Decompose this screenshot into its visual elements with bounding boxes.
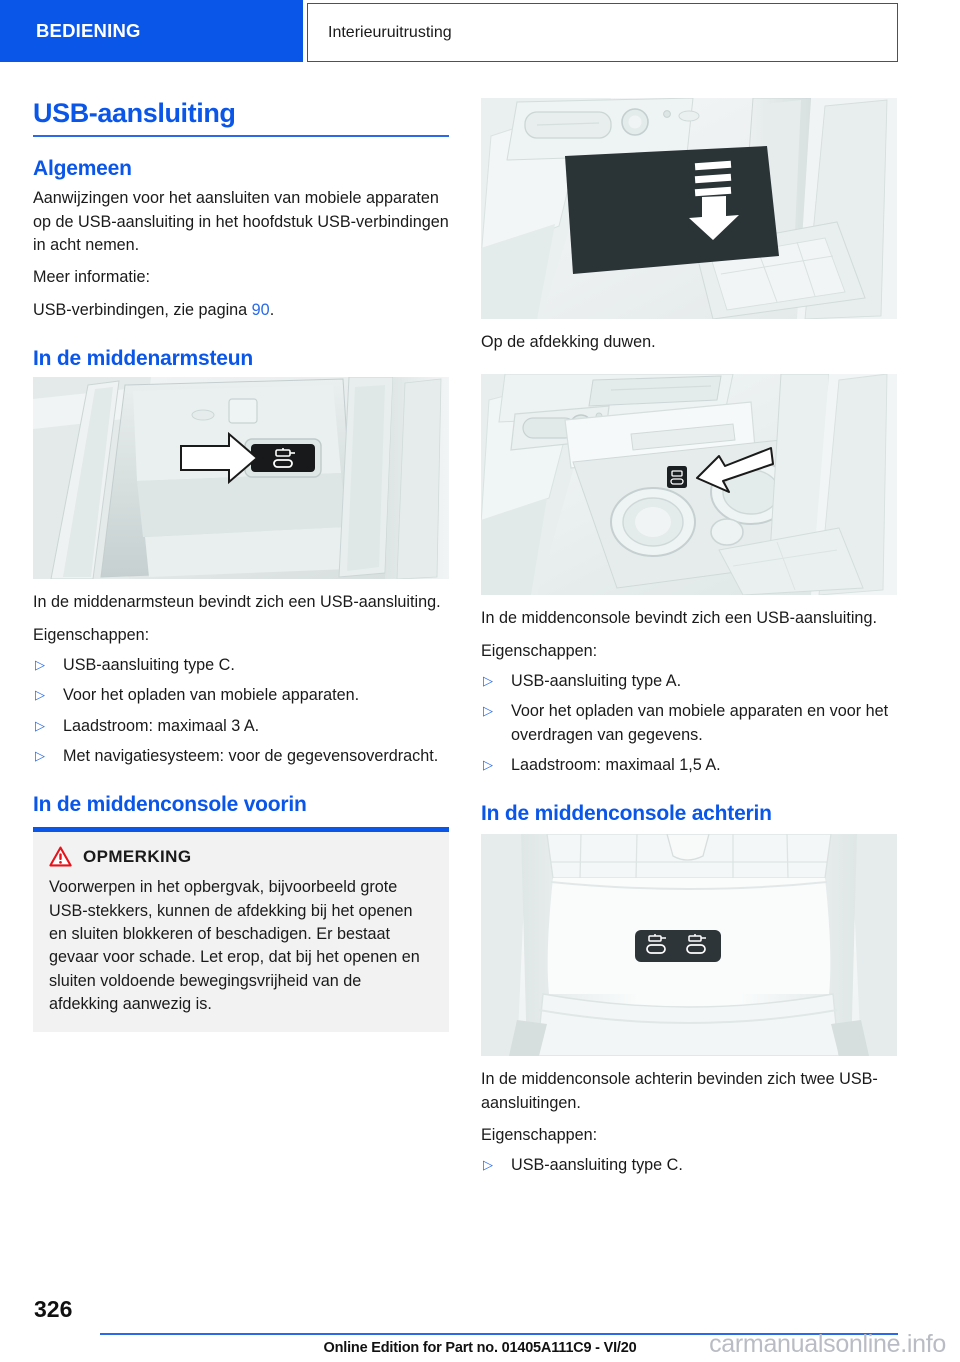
footer-edition-text: Online Edition for Part no. 01405A111C9 - VI/20 [323, 1340, 637, 1356]
console-cover-illustration [481, 98, 897, 319]
note-header [49, 846, 433, 867]
list-item-text: USB-aansluiting type A. [511, 671, 682, 690]
list-item-text: Laadstroom: maximaal 3 A. [63, 716, 260, 735]
bullet-triangle-icon: ▷ [35, 656, 45, 672]
note-box [33, 827, 449, 1032]
list-item-text: Laadstroom: maximaal 1,5 A. [511, 755, 721, 774]
bullet-triangle-icon: ▷ [483, 1157, 493, 1173]
middenarmsteun-bullet-list [33, 654, 449, 768]
armrest-usb-illustration [33, 377, 449, 579]
rear-console-properties-label: Eigenschappen: [481, 1126, 598, 1145]
page-title: USB-aansluiting [33, 98, 236, 128]
list-item-text: USB-aansluiting type C. [511, 1156, 683, 1175]
middenarmsteun-paragraph: In de middenarmsteun bevindt zich een USB-aansluiting. [33, 593, 441, 612]
list-item-text: Voor het opladen van mobiele apparaten en voor het overdragen van gegevens. [511, 702, 889, 744]
heading-middenconsole-voorin: In de middenconsole voorin [33, 793, 307, 817]
warning-triangle-icon [49, 846, 72, 867]
console-usb-properties-label: Eigenschappen: [481, 641, 598, 660]
list-item [481, 1154, 897, 1177]
page-header [0, 0, 960, 66]
figure-console-usb [481, 374, 897, 595]
bullet-triangle-icon: ▷ [35, 687, 45, 703]
right-column [481, 98, 897, 1186]
bullet-triangle-icon: ▷ [483, 672, 493, 688]
bullet-triangle-icon: ▷ [35, 717, 45, 733]
note-title: OPMERKING [83, 846, 192, 866]
console-usb-paragraph: In de middenconsole bevindt zich een USB-aansluiting. [481, 609, 877, 628]
section-tab [0, 0, 303, 62]
figure-middenarmsteun [33, 377, 449, 579]
figure-1-caption: Op de afdekking duwen. [481, 333, 656, 351]
bullet-triangle-icon: ▷ [483, 756, 493, 772]
list-item [33, 745, 449, 768]
console-usb-illustration [481, 374, 897, 595]
breadcrumb-label: Interieuruitrusting [328, 23, 452, 41]
list-item [481, 670, 897, 693]
list-item [33, 715, 449, 738]
bullet-triangle-icon: ▷ [483, 703, 493, 719]
title-rule [33, 135, 449, 137]
rear-console-paragraph: In de middenconsole achterin bevinden zich twee USB-aansluitingen. [481, 1070, 878, 1112]
heading-middenconsole-achterin: In de middenconsole achterin [481, 802, 772, 826]
console-usb-bullet-list [481, 670, 897, 777]
list-item-text: Met navigatiesysteem: voor de gegevensoverdracht. [63, 746, 439, 765]
list-item [481, 754, 897, 777]
section-tab-label: BEDIENING [36, 20, 141, 41]
list-item [481, 700, 897, 747]
list-item [33, 654, 449, 677]
heading-middenarmsteun: In de middenarmsteun [33, 347, 254, 371]
list-item-text: USB-aansluiting type C. [63, 655, 235, 674]
reference-prefix: USB-verbindingen, zie pagina [33, 300, 252, 319]
figure-console-cover [481, 98, 897, 319]
list-item-text: Voor het opladen van mobiele apparaten. [63, 686, 360, 705]
algemeen-paragraph-1: Aanwijzingen voor het aansluiten van mobiele apparaten op de USB-aansluiting in het hoofdstuk USB-verbindingen in acht nemen. [33, 189, 449, 255]
left-column [33, 98, 449, 1032]
reference-suffix: . [269, 300, 275, 319]
page-reference-link[interactable]: 90 [251, 300, 270, 319]
heading-algemeen: Algemeen [33, 157, 132, 181]
bullet-triangle-icon: ▷ [35, 747, 45, 763]
middenarmsteun-properties-label: Eigenschappen: [33, 625, 150, 644]
rear-console-usb-illustration [481, 834, 897, 1056]
watermark: carmanualsonline.info [709, 1330, 946, 1358]
rear-console-bullet-list [481, 1154, 897, 1177]
list-item [33, 684, 449, 707]
note-body: Voorwerpen in het opbergvak, bijvoorbeeld grote USB-stekkers, kunnen de afdekking bij het openen en sluiten blokkeren of beschadigen. Er bestaat gevaar voor schade. Let erop, dat bij het openen en sluiten voldoende bewegingsvrijheid van de afdekking aanwezig is. [49, 878, 420, 1014]
page-number: 326 [34, 1296, 73, 1322]
breadcrumb [307, 3, 898, 62]
figure-rear-console-usb [481, 834, 897, 1056]
algemeen-paragraph-2: Meer informatie: [33, 268, 150, 287]
algemeen-reference [33, 299, 449, 322]
